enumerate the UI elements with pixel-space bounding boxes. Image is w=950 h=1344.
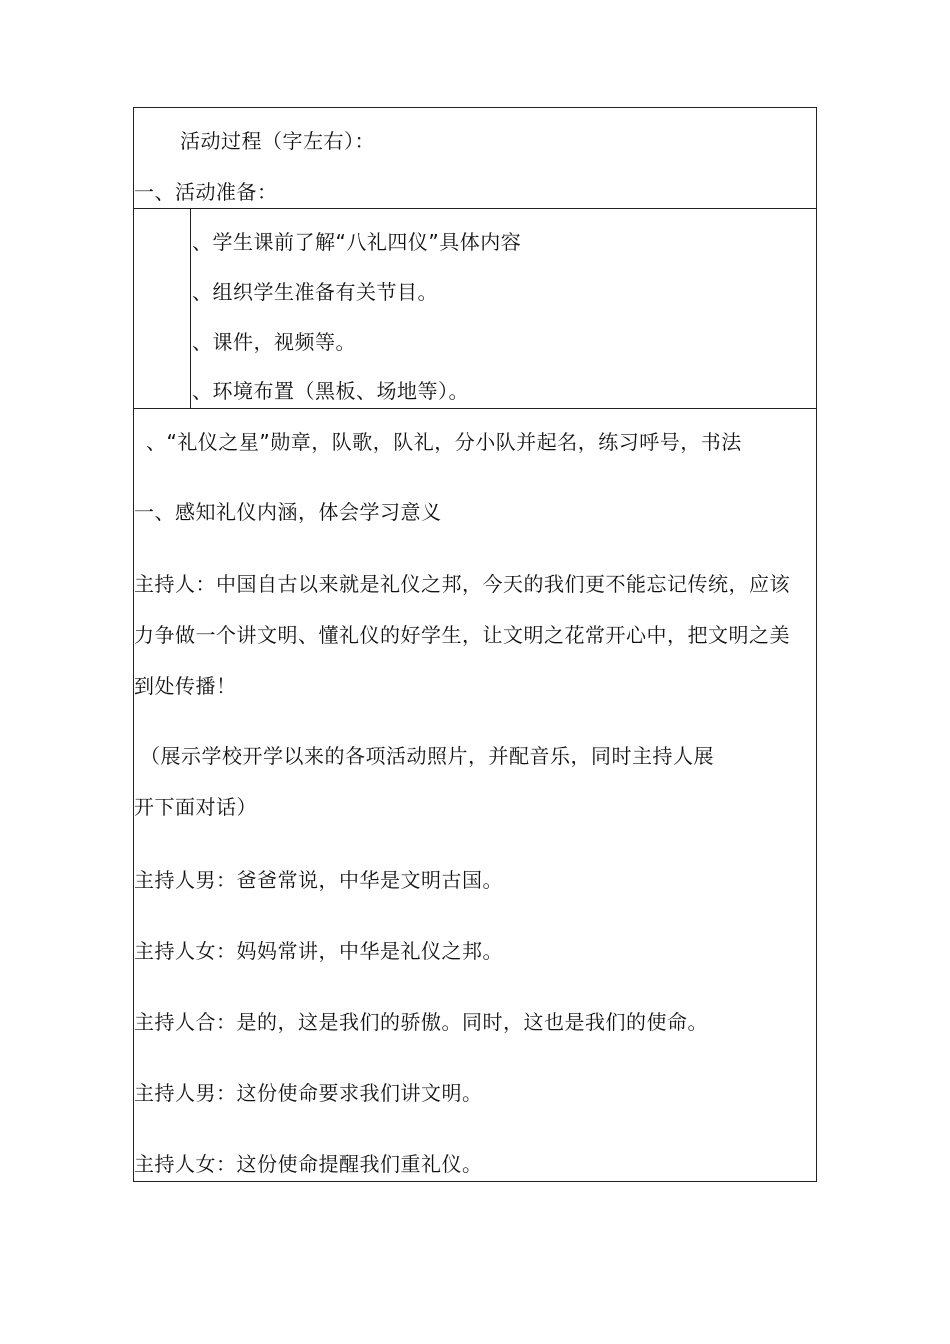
dialogue-line: 主持人女：这份使命提醒我们重礼仪。	[134, 1152, 483, 1176]
prep-item: 、组织学生准备有关节目。	[192, 280, 438, 304]
prep-item: 、课件，视频等。	[192, 330, 356, 354]
prep-item: 、学生课前了解“八礼四仪”具体内容	[192, 230, 522, 254]
stage-note-line: （展示学校开学以来的各项活动照片，并配音乐，同时主持人展	[140, 744, 714, 768]
dialogue-line: 主持人女：妈妈常讲，中华是礼仪之邦。	[134, 939, 503, 963]
dialogue-line: 主持人男：这份使命要求我们讲文明。	[134, 1081, 483, 1105]
badge-line: 、“礼仪之星”勋章，队歌，队礼，分小队并起名，练习呼号，书法	[146, 430, 742, 454]
stage-note-line: 开下面对话）	[134, 795, 257, 819]
prep-heading: 一、活动准备：	[134, 180, 278, 204]
host-intro-line: 到处传播！	[134, 674, 237, 698]
prep-item: 、环境布置（黑板、场地等）。	[192, 379, 469, 403]
dialogue-line: 主持人男：爸爸常说，中华是文明古国。	[134, 868, 503, 892]
dialogue-line: 主持人合：是的，这是我们的骄傲。同时，这也是我们的使命。	[134, 1010, 708, 1034]
host-intro-line: 主持人：中国自古以来就是礼仪之邦，今天的我们更不能忘记传统，应该	[134, 572, 790, 596]
host-intro-line: 力争做一个讲文明、懂礼仪的好学生，让文明之花常开心中，把文明之美	[134, 623, 790, 647]
section-title: 活动过程（字左右）：	[180, 129, 375, 153]
prep-inner-divider	[190, 208, 191, 409]
activity-heading: 一、感知礼仪内涵，体会学习意义	[134, 500, 442, 524]
